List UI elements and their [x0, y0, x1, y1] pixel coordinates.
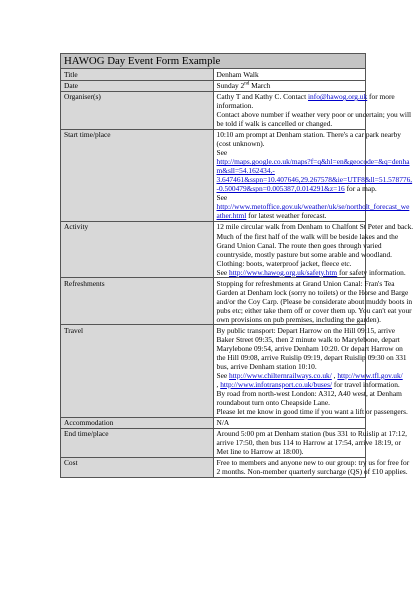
text-segment: Baker Street 09:35, then 2 minute walk to Marylebone, depart	[216, 334, 400, 344]
text-line	[216, 287, 409, 297]
text-line	[216, 438, 401, 448]
text-segment: Garden at Denham lock (sorry no toilets) or the Horse and Barge	[216, 287, 409, 297]
hyperlink[interactable]: http://maps.google.co.uk/maps?f=q&hl=en&geocode=&q=denha	[216, 157, 410, 167]
hyperlink[interactable]: http://www.tfl.gov.uk/	[337, 370, 403, 380]
text-line	[216, 334, 400, 344]
text-line	[217, 70, 364, 79]
text-line	[217, 418, 364, 427]
text-segment: 12 mile circular walk from Denham to Chalfont St Peter and back.	[216, 222, 414, 232]
text-segment: and/or the Coy Carp. (Please be considerate about muddy boots in	[216, 296, 413, 306]
text-line	[217, 259, 364, 268]
row-label: Refreshments	[61, 278, 214, 325]
text-line	[217, 139, 364, 148]
form-row-refreshments	[61, 278, 366, 325]
text-segment: March	[249, 81, 271, 91]
text-segment: See	[216, 267, 230, 277]
row-value	[213, 80, 366, 91]
row-value	[213, 325, 408, 417]
text-line	[216, 278, 395, 288]
text-segment: Sunday 2	[216, 81, 245, 91]
text-segment: See	[216, 193, 228, 203]
row-label: Accommodation	[61, 417, 214, 428]
form-row-date	[61, 80, 366, 91]
hyperlink[interactable]: ather.html	[216, 211, 247, 221]
text-line	[216, 231, 399, 241]
hyperlink[interactable]: info@hawog.org.uk	[307, 92, 368, 102]
text-line	[217, 362, 364, 371]
text-line	[217, 101, 364, 110]
form-row-start-time-place	[61, 129, 366, 221]
text-segment: 10:10 am prompt at Denham station. There's a car park nearby	[216, 130, 401, 140]
text-line	[216, 130, 401, 140]
text-segment: be told if walk is cancelled or changed.	[216, 119, 333, 129]
text-segment: bus, arrive Denham station 10:10.	[216, 361, 317, 371]
text-line	[217, 211, 364, 220]
text-line	[217, 447, 364, 456]
text-segment: Free to members and anyone new to our group: try us for free for	[216, 458, 410, 468]
text-line	[216, 343, 403, 353]
text-segment: Much of the first half of the walk will be beside lakes and the	[216, 231, 399, 241]
form-row-cost	[61, 457, 366, 477]
text-line	[217, 148, 364, 157]
row-value	[213, 457, 410, 477]
text-segment: for latest weather forecast.	[246, 211, 327, 221]
row-label: Cost	[61, 457, 214, 477]
text-segment: Around 5:00 pm at Denham station (bus 331 to Ruislip at 17:12,	[216, 429, 408, 439]
text-segment: for safety information.	[337, 267, 406, 277]
text-line	[216, 249, 392, 259]
row-label: Organiser(s)	[61, 91, 214, 129]
text-line	[216, 92, 395, 102]
text-line	[216, 296, 413, 306]
text-line	[216, 407, 408, 417]
text-segment: Met line to Harrow at 18:00).	[216, 447, 304, 457]
text-line	[217, 166, 364, 175]
text-segment: ,	[216, 380, 221, 390]
text-segment: ,	[331, 370, 338, 380]
form-row-end-time-place	[61, 428, 366, 457]
form-row-activity	[61, 221, 366, 277]
text-line	[216, 429, 408, 439]
text-segment: own provisions on pub premises, including the garden).	[216, 314, 381, 324]
text-segment: Marylebone 09:54, arrive Denham 10:20. Or depart Harrow on	[216, 343, 403, 353]
ordinal-suffix: nd	[244, 81, 250, 87]
text-segment: Please let me know in good time if you want a lift or passengers.	[216, 407, 408, 417]
text-segment: for a map.	[344, 184, 377, 194]
text-line	[216, 222, 414, 232]
text-segment: pubs etc; either take them off or cover them up. You can't eat your	[216, 305, 412, 315]
form-row-title	[61, 69, 366, 80]
row-value	[213, 428, 408, 457]
form-row-accommodation	[61, 417, 366, 428]
text-line	[216, 202, 410, 212]
text-line	[217, 119, 364, 128]
text-segment: the Hill 09:08, arrive Ruislip 09:19, depart Ruislip 09:30 on 331	[216, 352, 407, 362]
text-segment: Contact above number if weather very poor or uncertain; you will	[216, 110, 412, 120]
text-line	[216, 352, 407, 362]
text-line	[216, 370, 403, 380]
text-line	[217, 81, 364, 90]
text-line	[216, 467, 408, 477]
row-label: Activity	[61, 221, 214, 277]
row-value	[213, 91, 412, 129]
text-segment: information.	[216, 101, 254, 111]
row-value	[213, 69, 366, 80]
text-segment: Stopping for refreshments at Grand Union Canal: Fran's Tea	[216, 278, 395, 288]
text-segment: Grand Union Canal. The route then goes through varied	[216, 240, 382, 250]
hyperlink[interactable]: http://www.chilternrailways.co.uk/	[229, 370, 332, 380]
text-segment: Denham Walk	[216, 69, 259, 79]
text-segment: for travel information.	[332, 380, 400, 390]
text-line	[217, 398, 364, 407]
form-row-travel	[61, 325, 366, 417]
text-line	[216, 184, 377, 194]
text-line	[216, 267, 406, 277]
text-segment: Cathy T and Kathy C. Contact	[216, 92, 308, 102]
text-line	[216, 314, 381, 324]
text-segment: roundabout turn onto Cheapside Lane.	[216, 398, 331, 408]
text-segment: arrive 17:50, then bus 114 to Harrow at 17:54, arrive 18:19, or	[216, 438, 401, 448]
text-line	[216, 380, 400, 390]
hyperlink[interactable]: 3.647461&sspn=10.407646,29.267578&ie=UTF8&ll=51.578776,	[216, 175, 413, 185]
text-segment: countryside, mostly pasture but some arable and woodland.	[216, 249, 392, 259]
text-line	[216, 305, 412, 315]
row-value	[213, 417, 366, 428]
row-label: Title	[61, 69, 214, 80]
text-line	[216, 389, 402, 399]
row-value	[213, 221, 414, 277]
form-row-organiser-s	[61, 91, 366, 129]
text-line	[216, 157, 410, 167]
hyperlink[interactable]: m&sll=54.162434,-	[216, 166, 275, 176]
text-line	[216, 458, 410, 468]
form-title: HAWOG Day Event Form Example	[61, 54, 366, 69]
title-row	[61, 54, 366, 69]
hyperlink[interactable]: http://www.infotransport.co.uk/buses/	[220, 380, 333, 390]
text-segment: See	[216, 370, 230, 380]
text-segment: N/A	[216, 418, 230, 428]
text-segment: 2 months. Non-member quarterly surcharge (QS) of £10 applies.	[216, 467, 408, 477]
text-segment: for more	[367, 92, 395, 102]
text-segment: See	[216, 148, 228, 158]
hyperlink[interactable]: http://www.hawog.org.uk/safety.htm	[229, 267, 338, 277]
text-segment: By road from north-west London: A312, A40 west, at Denham	[216, 389, 402, 399]
row-label: Start time/place	[61, 129, 214, 221]
hyperlink[interactable]: -0.500479&spn=0.005387,0.014291&z=16	[216, 184, 345, 194]
row-label: End time/place	[61, 428, 214, 457]
text-line	[217, 193, 364, 202]
event-form-table	[60, 53, 414, 478]
row-label: Travel	[61, 325, 214, 417]
row-value	[213, 129, 413, 221]
text-segment: (cost unknown).	[216, 139, 265, 149]
text-line	[216, 110, 412, 120]
row-label: Date	[61, 80, 214, 91]
text-line	[216, 240, 382, 250]
text-line	[216, 175, 413, 185]
text-segment: By public transport: Depart Harrow on the Hill 09:15, arrive	[216, 325, 396, 335]
text-line	[216, 325, 396, 335]
row-value	[213, 278, 413, 325]
hyperlink[interactable]: http://www.metoffice.gov.uk/weather/uk/se/northolt_forecast_we	[216, 202, 410, 212]
text-segment: Clothing: boots, waterproof jacket, fleece etc.	[216, 258, 352, 268]
